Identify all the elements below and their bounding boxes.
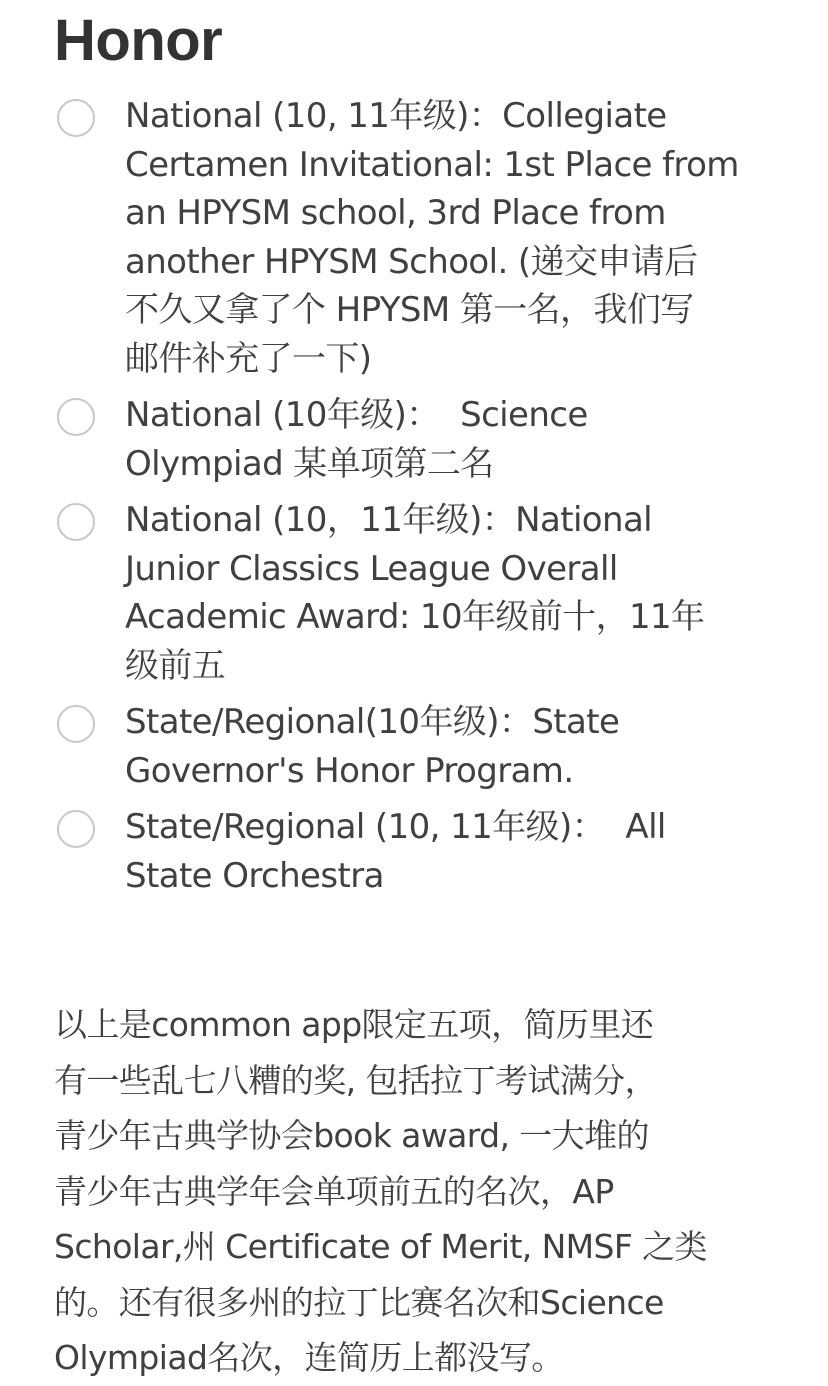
note-body-paragraph[interactable]: 以上是common app限定五项，简历里还 有一些乱七八糟的奖, 包括拉丁考试满分， 青少年古典学协会book award, 一大堆的 青少年古典学年会单项前五的名次，AP Scholar,州 Certificate of Merit, NMSF 之类 的。还有很多州的拉丁比赛名次和Science Olympiad名次，连简历上都没写。 <box>54 1005 707 1377</box>
note-heading: Honor <box>54 8 223 73</box>
checklist-item <box>0 391 828 488</box>
checklist-item-text[interactable]: State/Regional(10年级)：State Governor's Honor Program. <box>125 702 620 791</box>
checklist <box>0 92 828 908</box>
checkbox-circle-icon[interactable] <box>57 705 95 743</box>
checklist-item <box>0 496 828 690</box>
checklist-item <box>0 698 828 795</box>
checklist-item-text[interactable]: State/Regional (10, 11年级)： All State Orchestra <box>125 807 666 896</box>
checkbox-circle-icon[interactable] <box>57 810 95 848</box>
checkbox-circle-icon[interactable] <box>57 99 95 137</box>
checklist-item-text[interactable]: National (10，11年级)：National Junior Classics League Overall Academic Award: 10年级前十，11年 级前五 <box>125 500 705 686</box>
checklist-item <box>0 92 828 383</box>
checklist-item <box>0 803 828 900</box>
checklist-item-text[interactable]: National (10, 11年级)：Collegiate Certamen Invitational: 1st Place from an HPYSM school, 3rd Place from another HPYSM School. (递交申请后 不久又拿了个 HPYSM 第一名，我们写 邮件补充了一下) <box>125 96 739 379</box>
checklist-item-text[interactable]: National (10年级)： Science Olympiad 某单项第二名 <box>125 395 588 484</box>
checkbox-circle-icon[interactable] <box>57 398 95 436</box>
checkbox-circle-icon[interactable] <box>57 503 95 541</box>
